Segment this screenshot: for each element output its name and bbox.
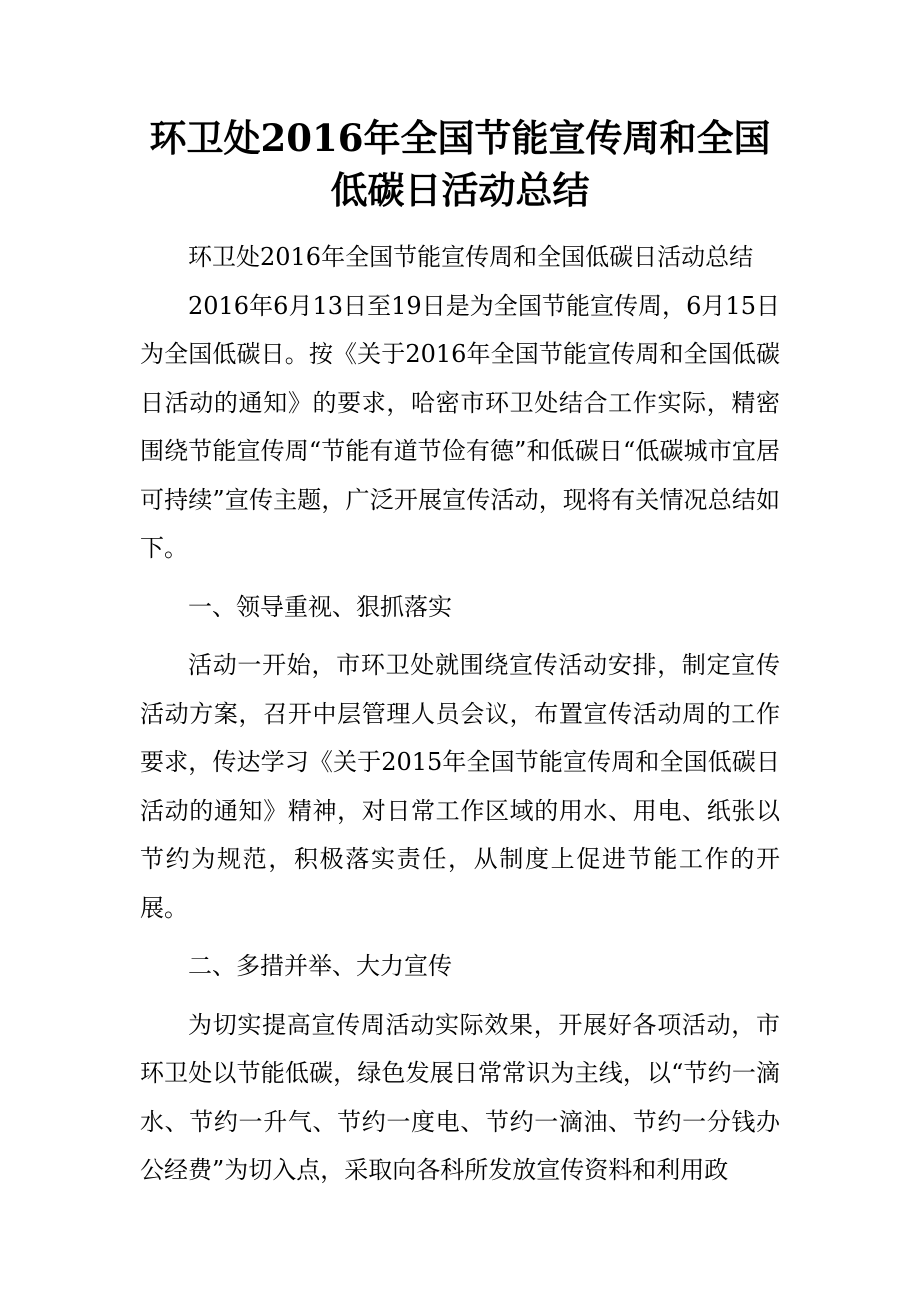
- document-body: [140, 233, 780, 1195]
- section-heading-2: 二、多措并举、大力宣传: [188, 952, 452, 980]
- paragraph-intro: 2016年6月13日至19日是为全国节能宣传周，6月15日为全国低碳日。按《关于2016年全国节能宣传周和全国低碳日活动的通知》的要求，哈密市环卫处结合工作实际，精密围绕节能宣传周“节能有道节俭有德”和低碳日“低碳城市宜居可持续”宣传主题，广泛开展宣传活动，现将有关情况总结如下。: [140, 291, 780, 562]
- section-heading-1: 一、领导重视、狠抓落实: [188, 592, 452, 621]
- paragraph-section-1: 活动一开始，市环卫处就围绕宣传活动安排，制定宣传活动方案，召开中层管理人员会议，布置宣传活动周的工作要求，传达学习《关于2015年全国节能宣传周和全国低碳日活动的通知》精神，对日常工作区域的用水、用电、纸张以节约为规范，积极落实责任，从制度上促进节能工作的开展。: [140, 651, 780, 922]
- paragraph-subtitle: 环卫处2016年全国节能宣传周和全国低碳日活动总结: [188, 243, 754, 271]
- title-line-2: 低碳日活动总结: [330, 168, 590, 212]
- paragraph-section-2: 为切实提高宣传周活动实际效果，开展好各项活动，市环卫处以节能低碳，绿色发展日常常识为主线，以“节约一滴水、节约一升气、节约一度电、节约一滴油、节约一分钱办公经费”为切入点，采取向各科所发放宣传资料和利用政: [140, 1010, 780, 1184]
- document-title: [140, 112, 780, 216]
- title-line-1: 环卫处2016年全国节能宣传周和全国: [149, 116, 771, 160]
